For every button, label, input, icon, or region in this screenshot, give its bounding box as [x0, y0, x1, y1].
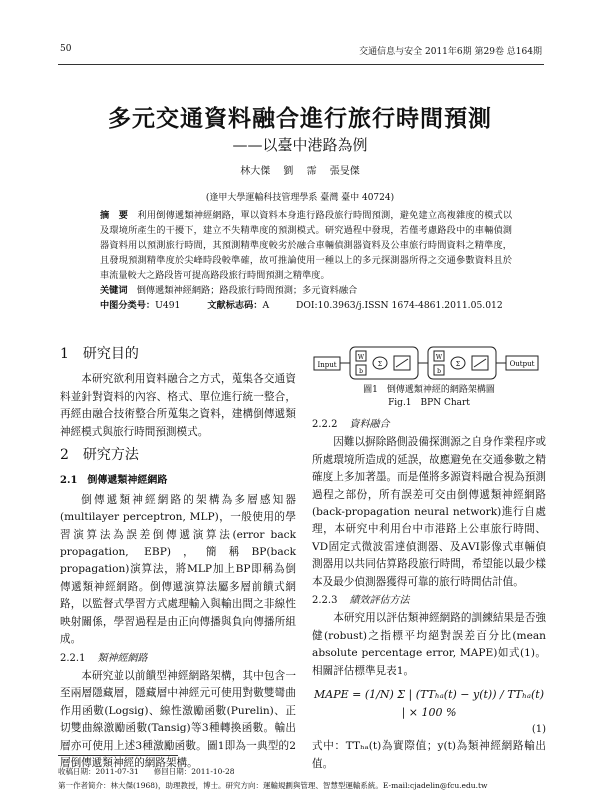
fig-sum2: Σ: [455, 361, 461, 368]
paper-title: 多元交通資料融合進行旅行時間預測: [108, 105, 492, 132]
fig-output-label: Output: [509, 360, 535, 368]
equation-number: (1): [531, 723, 546, 735]
doc-code: A: [262, 300, 270, 311]
fig-b1: b: [359, 368, 363, 375]
authors: 林大傑 劉 霈 張旻傑: [240, 166, 360, 177]
page-number: 50: [60, 44, 72, 54]
mape-formula: MAPE = (1/N) Σ | (TTₕₐ(t) − y(t)) / TTₕₐ(t) | × 100 %: [314, 688, 544, 719]
section-2-2-2-heading: [312, 416, 546, 433]
header-rule: [58, 64, 544, 65]
abstract-text: 利用倒傳遞類神經網路，單以資料本身進行路段旅行時間預測，避免建立高複雜度的模式以及環境所產生的干擾下，建立不失精準度的預測模式。研究過程中發現，若僅考慮路段中的車輛偵測器資料用以預測旅行時間，其預測精準度較劣於融合車輛偵測器資料及公車旅行時間資料之精準度，且發現預測精準度於尖峰時段較準確，故可推論使用一種以上的多元探測器所得之交通參數資料且於車流量較大之路段皆可提高路段旅行時間預測之精準度。: [100, 210, 513, 281]
paper-subtitle: ——以臺中港路為例: [232, 136, 368, 154]
received-dates: 收稿日期：2011-07-31 修回日期：2011-10-28: [58, 767, 235, 776]
affiliation: (逢甲大學運輸科技管理學系 臺灣 臺中 40724): [205, 193, 395, 203]
fig-w2: W: [435, 354, 443, 361]
section-1-heading: 1 研究目的: [60, 346, 139, 362]
author-bio: 第一作者简介：林大傑(1968)，助理教授，博士。研究方向：運輸規劃與管理、智慧型運輸系統。E-mail:cjadelin@fcu.edu.tw: [58, 781, 488, 790]
figure-caption-en: Fig.1 BPN Chart: [388, 398, 470, 408]
section-title: 資料融合: [349, 419, 390, 430]
abstract-label: 摘 要: [100, 210, 129, 221]
section-2-2-1-heading: [60, 650, 296, 667]
fig-b2: b: [437, 368, 441, 375]
fig-w1: W: [357, 354, 365, 361]
footnote: [58, 765, 487, 793]
section-number: 2.2.2: [312, 419, 338, 430]
section-number: 2.2.3: [312, 595, 338, 607]
section-title: 績效評估方法: [349, 595, 410, 607]
section-2-heading: 2 研究方法: [60, 447, 139, 464]
section-number: 2.2.1: [60, 652, 86, 664]
footnote-rule: [58, 755, 178, 756]
section-2-2-2-text: 因難以摒除路側設備探測源之自身作業程序或所處環境所造成的延誤，故應避免在交通參數之精確度上多加著墨。而是僅將多源資料融合視為預測過程之部份，所有誤差可交由倒傳遞類神經網路(back-propagation neural network)進行自處理，本研究中利用台中市港路上公車旅行時間、VD固定式微波雷達偵測器、及AVI影像式車輛偵測器用以共同估算路段旅行時間，希望能以最少樣本及最少偵測器獲得可靠的旅行時間估計值。: [312, 436, 546, 588]
journal-header: 交通信息与安全 2011年6期 第29卷 总164期: [359, 47, 542, 57]
right-column: [312, 384, 546, 773]
doi: DOI:10.3963/j.ISSN 1674-4861.2011.05.012: [296, 300, 503, 311]
section-2-1-heading: 2.1 倒傳遞類神經網路: [60, 475, 168, 487]
left-column: [60, 340, 296, 772]
section-2-2-3-text: 本研究用以評估類神經網路的訓練結果是否強健(robust)之指標平均絕對誤差百分比(mean absolute percentage error, MAPE)如式(1)。相關評估標準見表1。: [312, 612, 546, 677]
figure-caption-cn: 圖1 倒傳遞類神經的網路架構圖: [363, 385, 495, 395]
keywords: 倒傳遞類神經網路；路段旅行時間預測；多元資料融合: [136, 285, 358, 296]
abstract: [100, 208, 512, 313]
clc-label: 中图分类号：: [100, 300, 156, 311]
section-2-2-1-text: 本研究並以前饋型神經網路架構，其中包含一至兩層隱藏層，隱藏層中神經元可使用對數雙彎曲作用函數(Logsig)、線性激勵函數(Purelin)、正切雙曲線激勵函數(Tansig)等3種轉換函數。輸出層亦可使用上述3種激勵函數。圖1即為一典型的2層倒傳遞類神經的網路架構。: [60, 669, 296, 769]
doc-label: 文献标志码：: [207, 300, 263, 311]
section-2-1-text: 倒傳遞類神經網路的架構為多層感知器(multilayer perceptron, MLP)，一般使用的學習演算法為誤差倒傳遞演算法(error back propagation, EBP)，簡稱BP(back propagation)演算法，將MLP加上BP即稱為倒傳遞類神經網路。倒傳遞演算法屬多層前饋式網路，以監督式學習方式處理輸入與輸出間之非線性映射關係，學習過程是由正向傳播與負向傳播所組成。: [60, 493, 296, 646]
formula-explanation: 式中：TTₕₐ(t)為實際值；y(t)為類神經網路輸出值。: [312, 740, 546, 770]
clc: U491: [155, 300, 181, 311]
section-1-text: 本研究欲利用資料融合之方式，蒐集各交通資料並針對資料的內容、格式、單位進行統一整合，再經由融合技術整合所蒐集之資料，建構倒傳遞類神經模式與旅行時間預測模式。: [60, 373, 296, 438]
section-2-2-3-heading: [312, 592, 546, 609]
bpn-figure: [312, 345, 542, 381]
section-title: 類神經網路: [97, 652, 148, 664]
fig-sum1: Σ: [377, 361, 383, 368]
fig-input-label: Input: [317, 361, 337, 369]
keywords-label: 关键词: [100, 285, 128, 296]
